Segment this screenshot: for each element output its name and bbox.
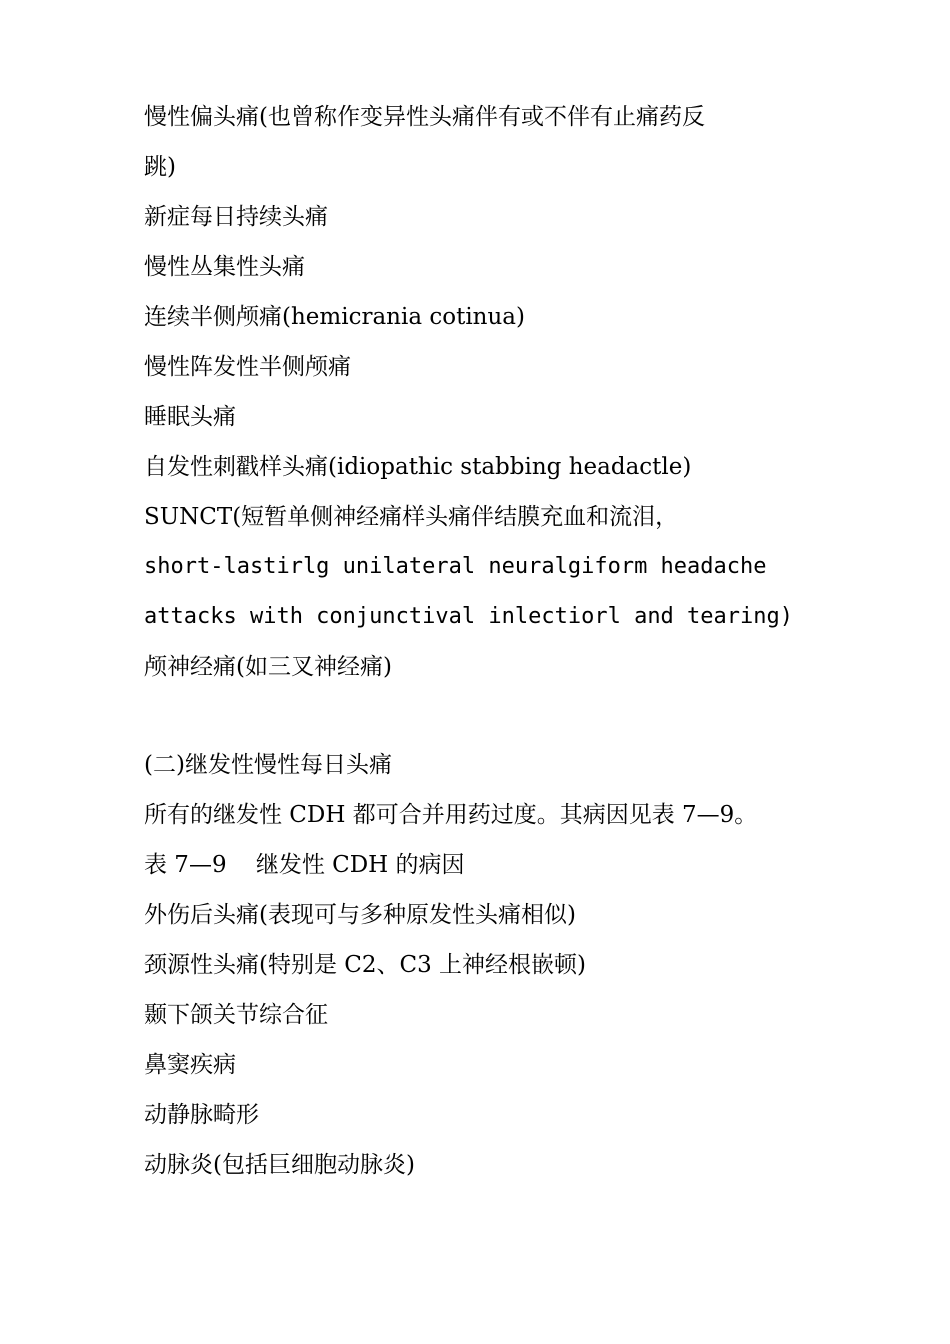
text-line-cervicogenic: 颈源性头痛(特别是 C2、C3 上神经根嵌顿)	[144, 952, 587, 978]
text-line-medication-overuse: 所有的继发性 CDH 都可合并用药过度。其病因见表 7—9。	[144, 802, 758, 828]
text-line-sinus-disease: 鼻窦疾病	[144, 1052, 236, 1078]
text-line-hypnic-headache: 睡眠头痛	[144, 404, 236, 430]
text-line-cranial-neuralgia: 颅神经痛(如三叉神经痛)	[144, 654, 392, 680]
text-line-sunct: SUNCT(短暂单侧神经痛样头痛伴结膜充血和流泪，	[144, 504, 679, 530]
text-line-chronic-cluster: 慢性丛集性头痛	[144, 254, 305, 280]
section-heading-secondary-cdh: (二)继发性慢性每日头痛	[144, 752, 392, 778]
text-line-avm: 动静脉畸形	[144, 1102, 259, 1128]
text-line-tmj-syndrome: 颞下颌关节综合征	[144, 1002, 328, 1028]
text-line-idiopathic-stabbing: 自发性刺戳样头痛(idiopathic stabbing headactle)	[144, 454, 692, 480]
table-caption: 表 7—9 继发性 CDH 的病因	[144, 852, 465, 878]
text-line-post-traumatic: 外伤后头痛(表现可与多种原发性头痛相似)	[144, 902, 576, 928]
text-line-arteritis: 动脉炎(包括巨细胞动脉炎)	[144, 1152, 415, 1178]
text-line-sunct-english-2: attacks with conjunctival inlectiorl and tearing)	[144, 604, 794, 629]
text-line-hemicrania-continua: 连续半侧颅痛(hemicrania cotinua)	[144, 304, 525, 330]
text-line-new-daily-persistent: 新症每日持续头痛	[144, 204, 328, 230]
text-line-chronic-migraine: 慢性偏头痛(也曾称作变异性头痛伴有或不伴有止痛药反	[144, 104, 705, 130]
text-line-chronic-migraine-cont: 跳)	[144, 154, 176, 180]
text-line-sunct-english-1: short-lastirlg unilateral neuralgiform headache	[144, 554, 767, 579]
text-line-paroxysmal-hemicrania: 慢性阵发性半侧颅痛	[144, 354, 351, 380]
